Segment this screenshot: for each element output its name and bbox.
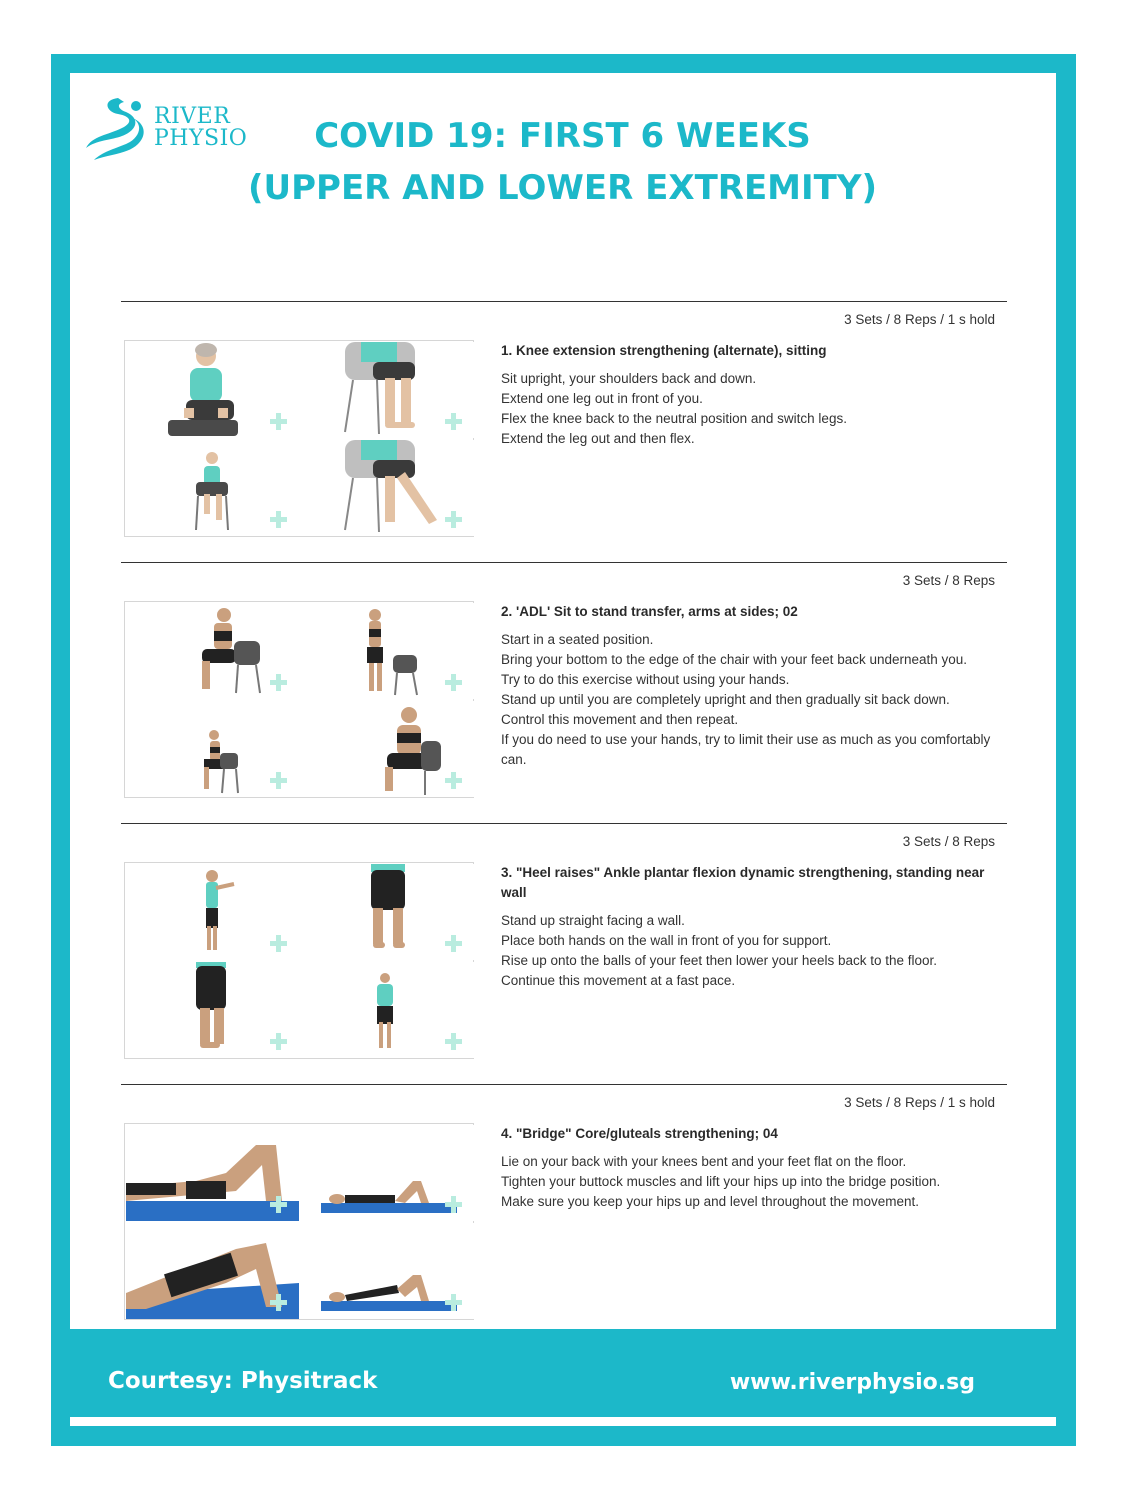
brand-line-physio: PHYSIO	[154, 126, 248, 151]
instruction-line: Extend the leg out and then flex.	[501, 431, 695, 446]
page-title-line-2: (UPPER AND LOWER EXTREMITY)	[247, 168, 878, 208]
footer-courtesy: Courtesy: Physitrack	[108, 1368, 378, 1394]
add-icon	[445, 674, 462, 691]
exercise-dose: 3 Sets / 8 Reps / 1 s hold	[844, 1095, 995, 1110]
exercise-heading: 4. "Bridge" Core/gluteals strengthening; 04	[501, 1126, 778, 1141]
add-icon	[445, 935, 462, 952]
instruction-line: Extend one leg out in front of you.	[501, 391, 703, 406]
exercise-3	[121, 823, 1007, 1063]
exercise-dose: 3 Sets / 8 Reps	[902, 834, 995, 849]
add-icon	[445, 1196, 462, 1213]
instruction-line: Start in a seated position.	[501, 632, 654, 647]
exercise-dose: 3 Sets / 8 Reps	[902, 573, 995, 588]
add-icon	[270, 1294, 287, 1311]
seated-legs-side-photo	[301, 342, 474, 438]
instruction-line: Stand up until you are completely upright and then gradually sit back down.	[501, 692, 950, 707]
bridge-closeup-photo	[126, 1223, 299, 1319]
instruction-line: Make sure you keep your hips up and level throughout the movement.	[501, 1194, 919, 1209]
seated-leg-extended-front-photo	[126, 440, 299, 536]
exercise-instructions	[501, 630, 1006, 770]
exercise-instructions	[501, 1152, 1006, 1212]
exercise-photo-grid	[124, 1123, 474, 1320]
exercise-dose: 3 Sets / 8 Reps / 1 s hold	[844, 312, 995, 327]
add-icon	[270, 511, 287, 528]
footer-bar	[70, 1417, 1056, 1426]
exercise-heading: 3. "Heel raises" Ankle plantar flexion dynamic strengthening, standing near wall	[501, 865, 985, 900]
exercise-divider	[121, 301, 1007, 302]
exercise-instructions	[501, 369, 1006, 449]
exercise-photo-grid	[124, 340, 474, 537]
instruction-line: Control this movement and then repeat.	[501, 712, 739, 727]
exercise-1	[121, 301, 1007, 541]
footer-website-link[interactable]: www.riverphysio.sg	[729, 1370, 975, 1395]
instruction-line: Continue this movement at a fast pace.	[501, 973, 736, 988]
brand-line-river: RIVER	[154, 104, 231, 129]
lying-on-mat-photo	[301, 1125, 474, 1221]
lying-knees-bent-closeup-photo	[126, 1125, 299, 1221]
add-icon	[445, 511, 462, 528]
instruction-line: If you do need to use your hands, try to limit their use as much as you comfortably can.	[501, 732, 991, 767]
add-icon	[270, 1196, 287, 1213]
add-icon	[270, 1033, 287, 1050]
standing-hands-on-wall-photo	[126, 864, 299, 960]
exercise-heading: 1. Knee extension strengthening (alternate), sitting	[501, 343, 827, 358]
instruction-line: Lie on your back with your knees bent and your feet flat on the floor.	[501, 1154, 907, 1169]
seated-woman-front-photo	[126, 342, 299, 438]
instruction-line: Stand up straight facing a wall.	[501, 913, 685, 928]
add-icon	[445, 1294, 462, 1311]
instruction-line: Place both hands on the wall in front of you for support.	[501, 933, 832, 948]
instruction-line: Rise up onto the balls of your feet then lower your heels back to the floor.	[501, 953, 938, 968]
exercise-instructions	[501, 911, 1006, 991]
standing-front-view-photo	[301, 962, 474, 1058]
seated-leg-extended-side-photo	[301, 440, 474, 536]
add-icon	[270, 772, 287, 789]
add-icon	[270, 413, 287, 430]
page-title-line-1: COVID 19: FIRST 6 WEEKS	[314, 116, 811, 156]
exercise-heading: 2. 'ADL' Sit to stand transfer, arms at sides; 02	[501, 604, 798, 619]
legs-side-view-photo	[126, 962, 299, 1058]
instruction-line: Flex the knee back to the neutral position and switch legs.	[501, 411, 847, 426]
seated-on-chair-photo	[126, 603, 299, 699]
add-icon	[445, 772, 462, 789]
exercise-divider	[121, 1084, 1007, 1085]
seated-front-view-photo	[301, 701, 474, 797]
instruction-line: Try to do this exercise without using your hands.	[501, 672, 790, 687]
instruction-line: Sit upright, your shoulders back and down.	[501, 371, 757, 386]
exercise-photo-grid	[124, 862, 474, 1059]
bridge-on-mat-photo	[301, 1223, 474, 1319]
add-icon	[270, 674, 287, 691]
add-icon	[445, 1033, 462, 1050]
exercise-photo-grid	[124, 601, 474, 798]
exercise-divider	[121, 823, 1007, 824]
exercise-4	[121, 1084, 1007, 1324]
sitting-side-view-photo	[126, 701, 299, 797]
instruction-line: Bring your bottom to the edge of the chair with your feet back underneath you.	[501, 652, 968, 667]
standing-by-chair-photo	[301, 603, 474, 699]
exercise-divider	[121, 562, 1007, 563]
heel-raise-legs-photo	[301, 864, 474, 960]
instruction-line: Tighten your buttock muscles and lift your hips up into the bridge position.	[501, 1174, 941, 1189]
add-icon	[270, 935, 287, 952]
exercise-2	[121, 562, 1007, 802]
add-icon	[445, 413, 462, 430]
